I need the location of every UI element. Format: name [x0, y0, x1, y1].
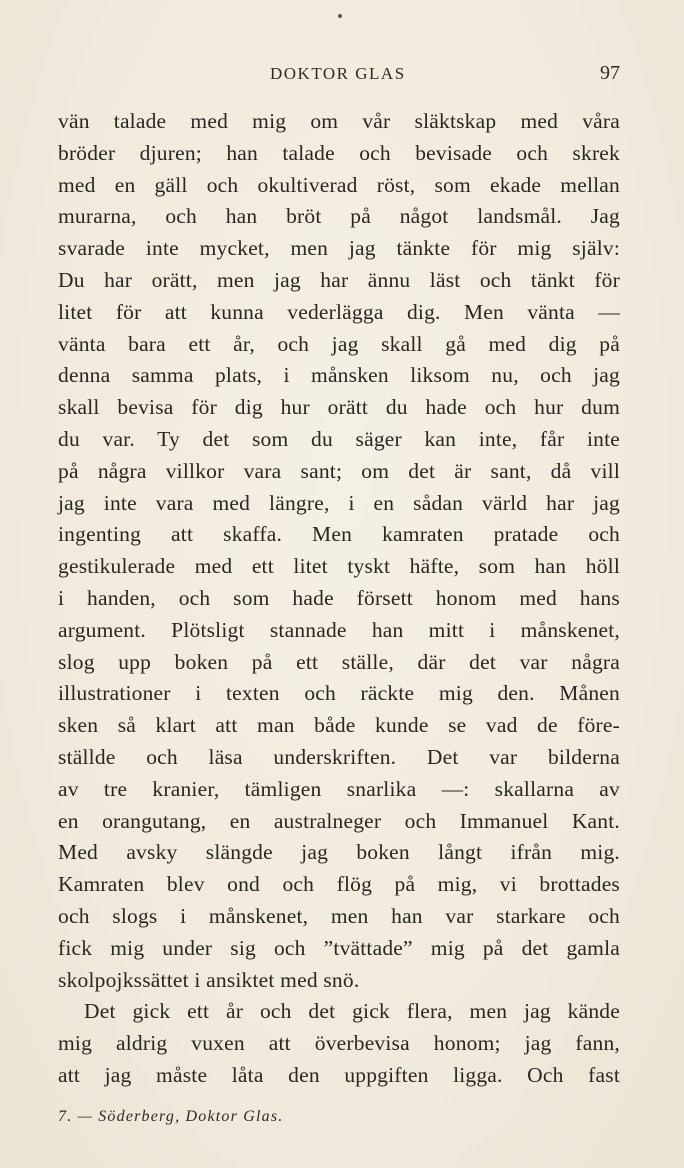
text-line: jag inte vara med längre, i en sådan värld har jag	[58, 490, 620, 515]
text-line: mig aldrig vuxen att överbevisa honom; jag fann,	[58, 1031, 620, 1056]
text-line: Du har orätt, men jag har ännu läst och tänkt för	[58, 267, 620, 292]
text-line: litet för att kunna vederlägga dig. Men vänta —	[58, 299, 620, 324]
text-line: Kamraten blev ond och flög på mig, vi brottades	[58, 872, 620, 897]
text-line: svarade inte mycket, men jag tänkte för mig själv:	[58, 236, 620, 261]
text-line: murarna, och han bröt på något landsmål. Jag	[58, 204, 620, 229]
text-line: du var. Ty det som du säger kan inte, får inte	[58, 426, 620, 451]
text-line: fick mig under sig och ”tvättade” mig på det gamla	[58, 935, 620, 960]
text-line: på några villkor vara sant; om det är sant, då vill	[58, 458, 620, 483]
paragraph-start-line: Det gick ett år och det gick flera, men jag kände	[84, 999, 620, 1024]
text-line: och slogs i månskenet, men han var starkare och	[58, 903, 620, 928]
text-line: vän talade med mig om vår släktskap med våra	[58, 109, 620, 133]
text-line: med en gäll och okultiverad röst, som ekade mellan	[58, 172, 620, 197]
text-line: illustrationer i texten och räckte mig den. Månen	[58, 681, 620, 706]
text-line: argument. Plötsligt stannade han mitt i månskenet,	[58, 617, 620, 642]
text-line: att jag måste låta den uppgiften ligga. Och fast	[58, 1062, 620, 1087]
text-line: slog upp boken på ett ställe, där det var några	[58, 649, 620, 674]
text-line: vänta bara ett år, och jag skall gå med dig på	[58, 331, 620, 356]
text-line: en orangutang, en australneger och Immanuel Kant.	[58, 808, 620, 833]
paragraph-end-line: skolpojkssättet i ansiktet med snö.	[58, 967, 360, 992]
text-line: ingenting att skaffa. Men kamraten pratade och	[58, 522, 620, 547]
page-number: 97	[600, 62, 620, 84]
text-line: skall bevisa för dig hur orätt du hade och hur dum	[58, 395, 620, 420]
text-line: sken så klart att man både kunde se vad de före-	[58, 713, 620, 738]
text-line: gestikulerade med ett litet tyskt häfte, som han höll	[58, 554, 620, 579]
text-line: Med avsky slängde jag boken långt ifrån mig.	[58, 840, 620, 865]
body-text	[58, 106, 620, 1092]
text-line: av tre kranier, tämligen snarlika —: skallarna av	[58, 776, 620, 801]
text-line: denna samma plats, i månsken liksom nu, och jag	[58, 363, 620, 388]
text-line: i handen, och som hade försett honom med hans	[58, 585, 620, 610]
running-title: DOKTOR GLAS	[270, 64, 406, 83]
printer-mark	[338, 14, 342, 18]
signature-footer: 7. — Söderberg, Doktor Glas.	[58, 1108, 284, 1125]
text-line: ställde och läsa underskriften. Det var bilderna	[58, 744, 620, 769]
text-line: bröder djuren; han talade och bevisade och skrek	[58, 140, 620, 165]
